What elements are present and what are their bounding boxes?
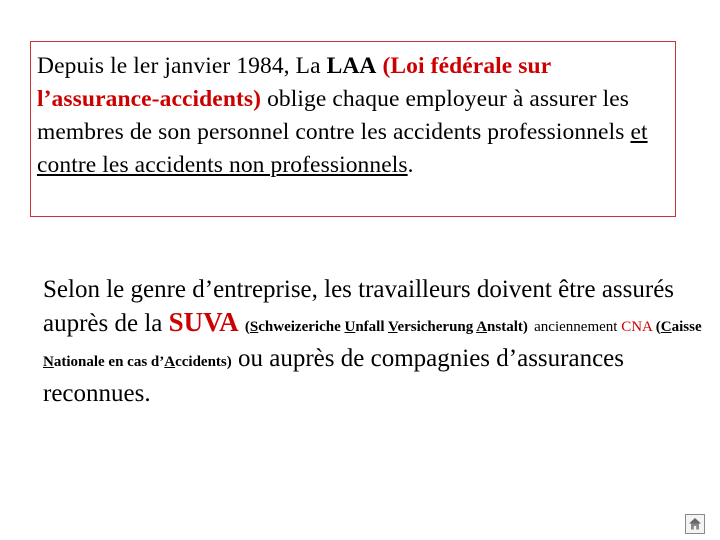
text: nstalt) <box>487 319 528 335</box>
text: anciennement <box>534 319 622 335</box>
laa-law-name: (Loi fédérale sur l’assurance-accidents) <box>37 53 551 112</box>
home-icon <box>686 515 704 533</box>
initial-letter: A <box>476 319 488 335</box>
text: Selon le genre d’entreprise, les travailleurs doivent être assurés auprès de la <box>43 276 675 337</box>
text: ersicherung <box>397 319 477 335</box>
initial-letter: A <box>164 354 176 370</box>
text: oblige chaque employeur à assurer les membres de son personnel contre les accidents professionnels <box>37 86 631 145</box>
text: aisse <box>671 319 702 335</box>
text: Depuis le ler janvier 1984, La <box>37 53 327 79</box>
text: chweizeriche <box>258 319 345 335</box>
text: ccidents) <box>175 354 232 370</box>
initial-letter: S <box>249 319 259 335</box>
initial-letter: U <box>344 319 356 335</box>
laa-info-box <box>30 41 676 217</box>
suva-acronym: SUVA <box>168 307 239 337</box>
suva-expansion <box>245 319 528 335</box>
text: ou auprès de compagnies d’assurances reconnues. <box>43 345 624 407</box>
text: . <box>407 152 414 178</box>
text: ationale en cas d’ <box>53 354 165 370</box>
initial-letter: V <box>387 319 398 335</box>
underlined-text: et contre les accidents non professionnels <box>37 119 648 178</box>
initial-letter: C <box>660 319 672 335</box>
cna-acronym: CNA <box>621 319 653 335</box>
suva-paragraph <box>43 274 713 410</box>
text: ( <box>244 319 250 335</box>
initial-letter: N <box>43 354 54 370</box>
home-button[interactable] <box>685 514 705 534</box>
laa-acronym: LAA <box>326 53 377 79</box>
text: nfall <box>355 319 388 335</box>
text: ( <box>655 319 661 335</box>
